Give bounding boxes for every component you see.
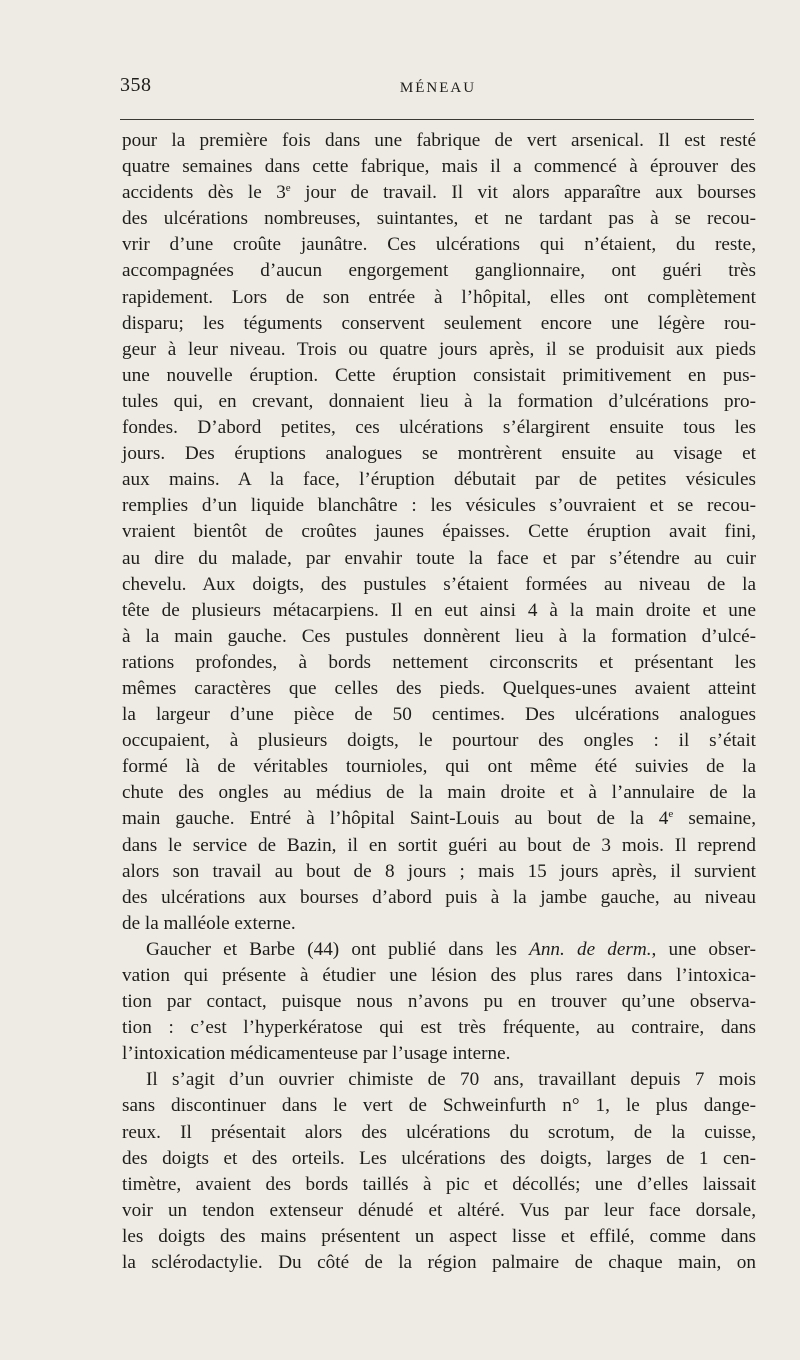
text-line: chevelu. Aux doigts, des pustules s’étaient formées au niveau de la (122, 573, 756, 595)
text-line: reux. Il présentait alors des ulcérations du scrotum, de la cuisse, (122, 1121, 756, 1143)
text-line: occupaient, à plusieurs doigts, le pourtour des ongles : il s’était (122, 730, 756, 752)
text-line: tules qui, en crevant, donnaient lieu à la formation d’ulcérations pro- (122, 390, 756, 412)
text-line: mêmes caractères que celles des pieds. Quelques-unes avaient atteint (122, 677, 756, 699)
text-line: des ulcérations aux bourses d’abord puis à la jambe gauche, au niveau (122, 886, 756, 908)
text-line: timètre, avaient des bords taillés à pic et décollés; une d’elles laissait (122, 1173, 756, 1195)
text-line: une nouvelle éruption. Cette éruption consistait primitivement en pus- (122, 364, 756, 386)
text-line: dans le service de Bazin, il en sortit guéri au bout de 3 mois. Il reprend (122, 834, 756, 856)
text-line: des doigts et des orteils. Les ulcérations des doigts, larges de 1 cen- (122, 1147, 756, 1169)
header-rule (120, 119, 754, 120)
text-line: remplies d’un liquide blanchâtre : les vésicules s’ouvraient et se recou- (122, 495, 756, 517)
text-line: tion par contact, puisque nous n’avons pu en trouver qu’une observa- (122, 991, 756, 1013)
text-line: la sclérodactylie. Du côté de la région palmaire de chaque main, on (122, 1252, 756, 1274)
text-line: Gaucher et Barbe (44) ont publié dans les Ann. de derm., une obser- (146, 938, 756, 960)
text-line: aux mains. A la face, l’éruption débutait par de petites vésicules (122, 469, 756, 491)
text-line: quatre semaines dans cette fabrique, mais il a commencé à éprouver des (122, 156, 756, 178)
text-line: la largeur d’une pièce de 50 centimes. Des ulcérations analogues (122, 704, 756, 726)
text-line: jours. Des éruptions analogues se montrèrent ensuite au visage et (122, 443, 756, 465)
text-line: vation qui présente à étudier une lésion des plus rares dans l’intoxica- (122, 965, 756, 986)
text-line: geur à leur niveau. Trois ou quatre jours après, il se produisit aux pieds (122, 338, 756, 360)
text-line: voir un tendon extenseur dénudé et altéré. Vus par leur face dorsale, (122, 1199, 756, 1221)
page-header (120, 74, 756, 104)
text-line: fondes. D’abord petites, ces ulcérations s’élargirent ensuite tous les (122, 417, 756, 439)
running-title: MÉNEAU (399, 80, 477, 96)
text-line: vrir d’une croûte jaunâtre. Ces ulcérations qui n’étaient, du reste, (122, 234, 756, 256)
text-line: disparu; les téguments conservent seulement encore une légère rou- (122, 312, 756, 334)
text-line: rapidement. Lors de son entrée à l’hôpital, elles ont complètement (122, 286, 756, 308)
text-line: alors son travail au bout de 8 jours ; mais 15 jours après, il survient (122, 860, 756, 882)
body-text (122, 128, 756, 1276)
text-line: main gauche. Entré à l’hôpital Saint-Louis au bout de la 4e semaine, (122, 808, 756, 830)
text-line: des ulcérations nombreuses, suintantes, et ne tardant pas à se recou- (122, 208, 756, 230)
text-line: au dire du malade, par envahir toute la face et par s’étendre au cuir (122, 547, 756, 569)
text-line: formé là de véritables tournioles, qui ont même été suivies de la (122, 756, 756, 778)
text-line: à la main gauche. Ces pustules donnèrent lieu à la formation d’ulcé- (122, 625, 756, 647)
text-line: pour la première fois dans une fabrique de vert arsenical. Il est resté (122, 130, 756, 151)
text-line: tête de plusieurs métacarpiens. Il en eut ainsi 4 à la main droite et une (122, 599, 756, 621)
text-line: chute des ongles au médius de la main droite et à l’annulaire de la (122, 782, 756, 804)
text-line: accidents dès le 3e jour de travail. Il vit alors apparaître aux bourses (122, 182, 756, 204)
text-line: les doigts des mains présentent un aspect lisse et effilé, comme dans (122, 1225, 756, 1247)
text-line: vraient bientôt de croûtes jaunes épaisses. Cette éruption avait fini, (122, 521, 756, 543)
text-line: accompagnées d’aucun engorgement ganglionnaire, ont guéri très (122, 260, 756, 282)
text-line: Il s’agit d’un ouvrier chimiste de 70 ans, travaillant depuis 7 mois (146, 1069, 756, 1091)
page-number: 358 (120, 74, 152, 96)
text-line: l’intoxication médicamenteuse par l’usage interne. (122, 1043, 511, 1065)
text-line: tion : c’est l’hyperkératose qui est très fréquente, au contraire, dans (122, 1017, 756, 1039)
text-line: rations profondes, à bords nettement circonscrits et présentant les (122, 651, 756, 673)
text-line: sans discontinuer dans le vert de Schweinfurth n° 1, le plus dange- (122, 1095, 756, 1117)
text-line: de la malléole externe. (122, 912, 296, 934)
